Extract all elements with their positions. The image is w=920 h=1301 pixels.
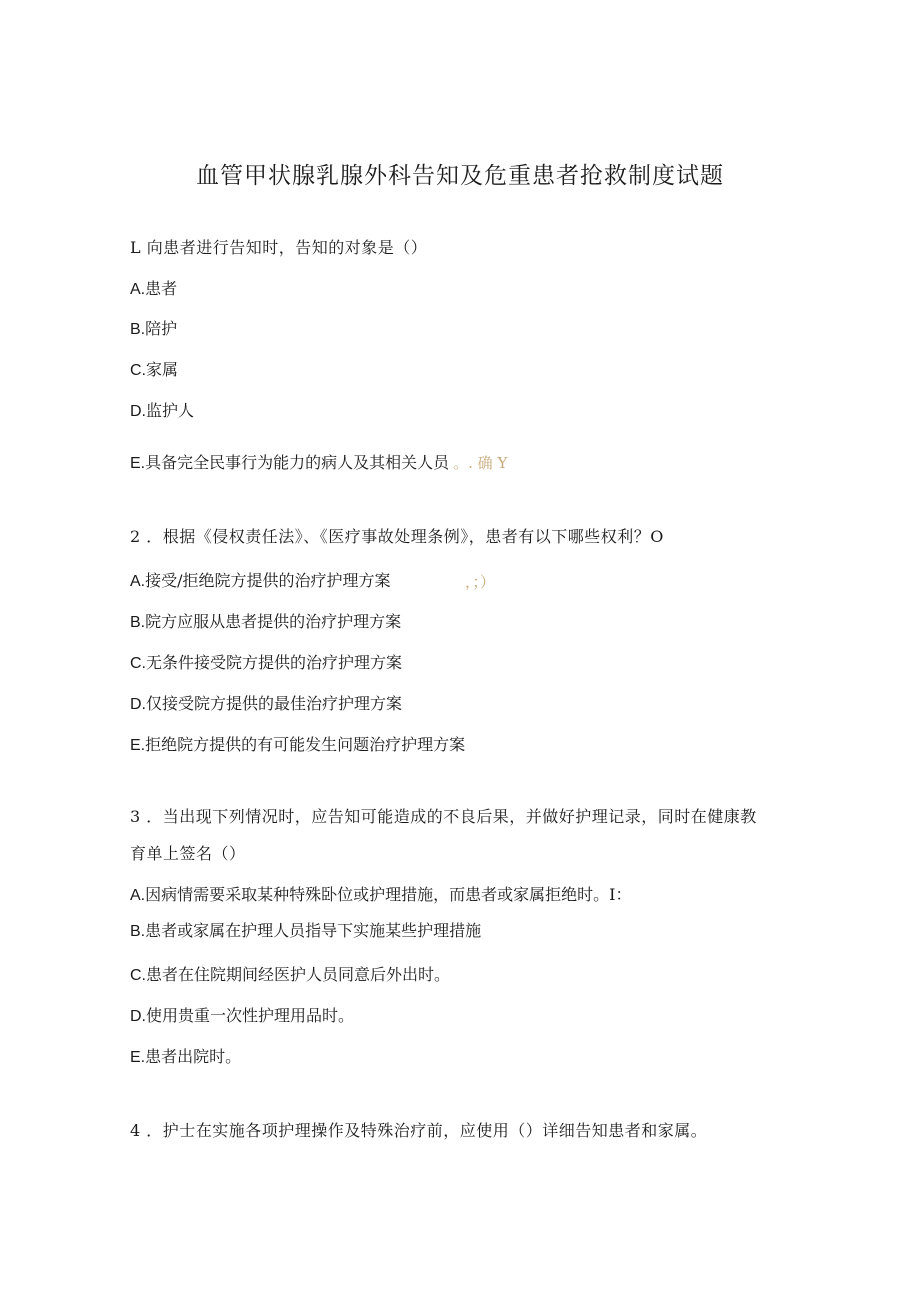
option-letter: B.: [130, 923, 146, 940]
question-2-stem: 2 ．根据《侵权责任法》、《医疗事故处理条例》，患者有以下哪些权利？O: [130, 527, 664, 546]
question-2-option-e: [130, 734, 465, 757]
question-1-option-c: [130, 359, 178, 382]
question-4-stem: 4 ．护士在实施各项护理操作及特殊治疗前，应使用（）详细告知患者和家属。: [130, 1121, 708, 1140]
option-letter: B.: [130, 321, 146, 338]
option-letter: C.: [130, 655, 146, 672]
answer-mark: ，；）: [465, 573, 496, 591]
question-3-option-b: [130, 920, 481, 943]
option-text: 具备完全民事行为能力的病人及其相关人员: [145, 453, 450, 472]
option-letter: D.: [130, 403, 146, 420]
question-3-option-e: [130, 1046, 241, 1069]
option-text: 因病情需要采取某种特殊卧位或护理措施，而患者或家属拒绝时。I：: [145, 885, 632, 904]
option-letter: E.: [130, 455, 146, 472]
question-3-option-a: [130, 884, 631, 907]
option-letter: D.: [130, 1008, 146, 1025]
option-text: 家属: [146, 360, 179, 379]
option-text: 仅接受院方提供的最佳治疗护理方案: [146, 694, 403, 713]
question-1-option-b: [130, 318, 177, 341]
option-letter: C.: [130, 967, 146, 984]
question-3-stem-continued: 育单上签名（）: [130, 844, 246, 863]
page-title: 血管甲状腺乳腺外科告知及危重患者抢救制度试题: [196, 163, 724, 189]
option-text: 患者出院时。: [145, 1047, 242, 1066]
option-text: 陪护: [145, 319, 178, 338]
question-3-option-c: [130, 964, 450, 987]
option-text: 无条件接受院方提供的治疗护理方案: [146, 653, 403, 672]
option-letter: A.: [130, 887, 146, 904]
question-1-option-a: [130, 278, 177, 301]
question-2-option-b: [130, 611, 401, 634]
question-2-option-d: [130, 693, 402, 716]
option-letter: A.: [130, 281, 146, 298]
question-1-option-e: [130, 452, 507, 475]
option-text: 院方应服从患者提供的治疗护理方案: [145, 612, 402, 631]
option-text: 患者: [145, 279, 178, 298]
option-letter: E.: [130, 1049, 146, 1066]
option-text: 拒绝院方提供的有可能发生问题治疗护理方案: [145, 735, 466, 754]
question-1-option-d: [130, 400, 194, 423]
question-2-option-a: [130, 570, 391, 593]
option-letter: A.: [130, 573, 146, 590]
option-text: 患者或家属在护理人员指导下实施某些护理措施: [145, 921, 482, 940]
question-3-option-d: [130, 1005, 354, 1028]
question-3-stem: 3 ．当出现下列情况时，应告知可能造成的不良后果，并做好护理记录，同时在健康教: [130, 807, 757, 826]
option-letter: B.: [130, 614, 146, 631]
question-2-option-c: [130, 652, 402, 675]
option-letter: C.: [130, 362, 146, 379]
option-text: 患者在住院期间经医护人员同意后外出时。: [146, 965, 451, 984]
option-text: 监护人: [146, 401, 195, 420]
option-text: 使用贵重一次性护理用品时。: [146, 1006, 355, 1025]
option-letter: D.: [130, 696, 146, 713]
option-text: 接受/拒绝院方提供的治疗护理方案: [145, 571, 391, 590]
answer-mark: 。. 确 Y: [453, 454, 508, 472]
option-letter: E.: [130, 737, 146, 754]
question-1-stem: L 向患者进行告知时，告知的对象是（）: [130, 238, 428, 257]
